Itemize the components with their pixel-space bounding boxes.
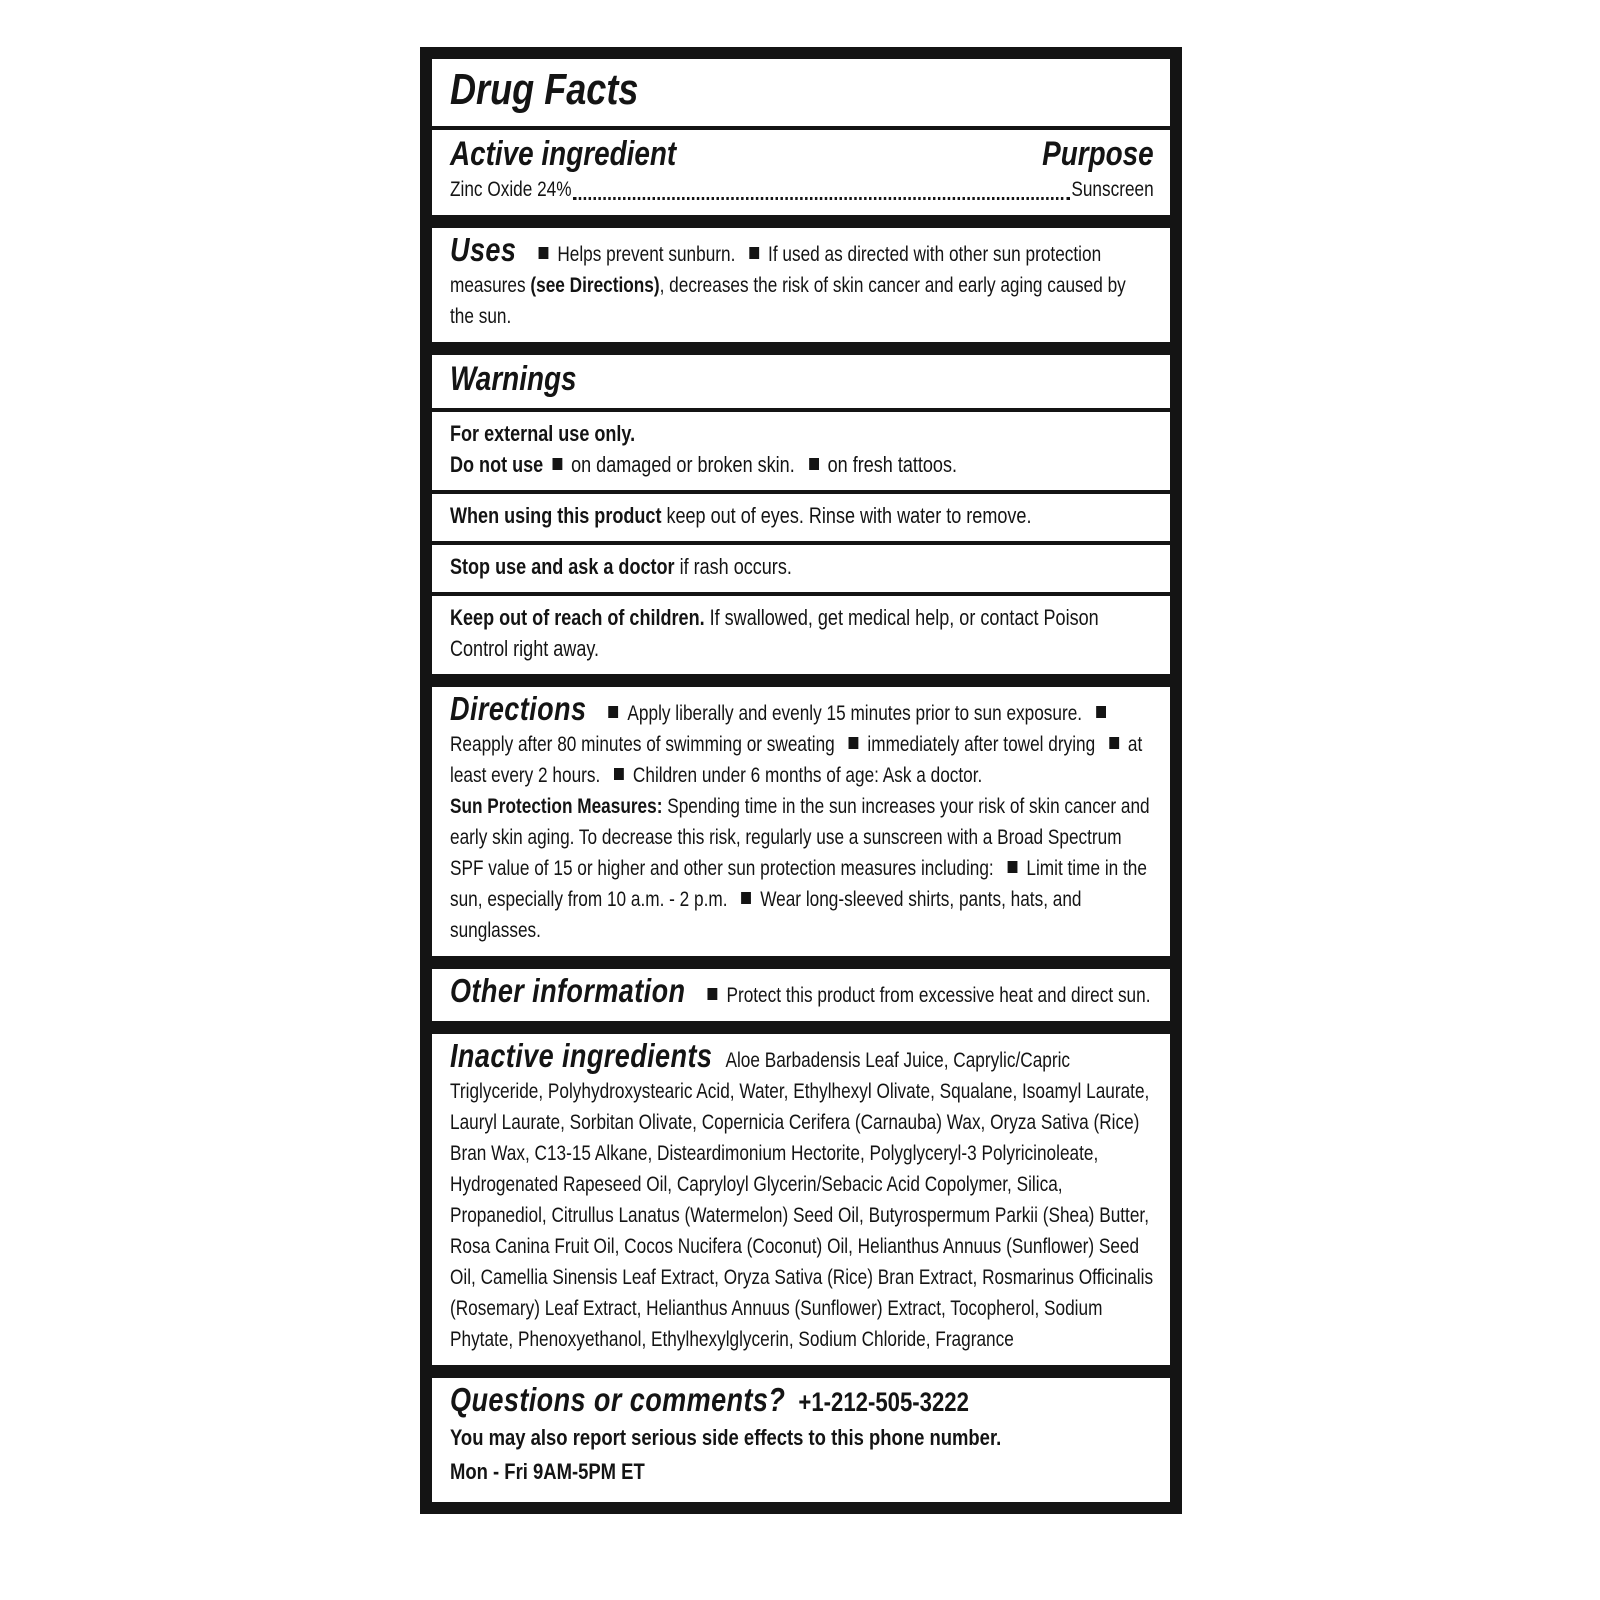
- bullet-square-icon: [1109, 737, 1119, 749]
- other-information-paragraph: [450, 972, 1154, 1011]
- bullet-square-icon: [741, 892, 751, 904]
- uses-content: [450, 230, 1154, 332]
- bullet-square-icon: [538, 247, 548, 259]
- warnings-keep-out-content: [450, 602, 1154, 664]
- questions-hours-line: Mon - Fri 9AM-5PM ET: [450, 1459, 645, 1485]
- warnings-external-use-content: [450, 418, 1154, 480]
- warnings-external-use-section: [432, 412, 1170, 490]
- warnings-header-section: [432, 355, 1170, 408]
- text-segment: Spending time in the sun increases your risk of skin cancer and early skin aging. To decrease this risk, regularly use a sunscreen with a Broad Spectrum SPF value of 15 or higher and other sun protection measures including:: [450, 795, 1150, 881]
- text-segment: Apply liberally and evenly 15 minutes prior to sun exposure.: [627, 702, 1087, 726]
- drug-facts-header-section: [432, 59, 1170, 126]
- keep-out-line: [450, 602, 1154, 664]
- bullet-square-icon: [609, 706, 619, 718]
- drug-facts-label: [420, 47, 1182, 1514]
- active-ingredient-row: [450, 175, 1154, 205]
- warnings-heading: Warnings: [450, 359, 577, 398]
- warnings-when-using-content: [450, 500, 1154, 531]
- questions-report-line: You may also report serious side effects to this phone number.: [450, 1425, 1002, 1451]
- inactive-ingredients-list: Aloe Barbadensis Leaf Juice, Caprylic/Capric Triglyceride, Polyhydroxystearic Acid, Water, Ethylhexyl Olivate, Squalane, Isoamyl Laurate, Lauryl Laurate, Sorbitan Olivate, Copernicia Cerifera (Carnauba) Wax, Oryza Sativa (Rice) Bran Wax, C13-15 Alkane, Disteardimonium Hectorite, Polyglyceryl-3 Polyricinoleate, Hydrogenated Rapeseed Oil, Capryloyl Glycerin/Sebacic Acid Copolymer, Silica, Propanediol, Citrullus Lanatus (Watermelon) Seed Oil, Butyrospermum Parkii (Shea) Butter, Rosa Canina Fruit Oil, Cocos Nucifera (Coconut) Oil, Helianthus Annuus (Sunflower) Seed Oil, Camellia Sinensis Leaf Extract, Oryza Sativa (Rice) Bran Extract, Rosmarinus Officinalis (Rosemary) Leaf Extract, Helianthus Annuus (Sunflower) Extract, Tocopherol, Sodium Phytate, Phenoxyethanol, Ethylhexylglycerin, Sodium Chloride, Fragrance: [450, 1049, 1154, 1352]
- inactive-ingredients-content: [450, 1037, 1154, 1355]
- bullet-square-icon: [809, 458, 819, 470]
- bullet-square-icon: [614, 768, 624, 780]
- questions-content: [450, 1381, 1154, 1488]
- text-segment: If swallowed, get medical help, or contact Poison Control right away.: [450, 605, 1099, 662]
- questions-phone-number: +1-212-505-3222: [798, 1387, 969, 1418]
- active-ingredient-section: [432, 130, 1170, 215]
- other-information-content: [450, 972, 1154, 1011]
- directions-section: [432, 687, 1170, 956]
- text-segment: keep out of eyes. Rinse with water to remove.: [661, 503, 1032, 529]
- warnings-stop-use-section: [432, 545, 1170, 592]
- questions-section: [432, 1378, 1170, 1502]
- other-information-text: [699, 984, 1151, 1007]
- text-segment: Protect this product from excessive heat and direct sun.: [726, 984, 1151, 1008]
- bullet-square-icon: [552, 458, 562, 470]
- inactive-ingredients-paragraph: [450, 1037, 1154, 1355]
- warnings-keep-out-section: [432, 596, 1170, 674]
- text-segment: Keep out of reach of children.: [450, 605, 705, 631]
- text-segment: immediately after towel drying: [867, 733, 1100, 757]
- text-segment: Children under 6 months of age: Ask a doctor.: [632, 764, 983, 788]
- directions-text: [450, 702, 1150, 942]
- active-ingredient-name: Zinc Oxide 24%: [450, 177, 572, 201]
- bullet-square-icon: [708, 988, 718, 1000]
- warnings-stop-use-content: [450, 551, 1154, 582]
- dot-leader: [573, 197, 1070, 200]
- bullet-square-icon: [849, 737, 859, 749]
- bullet-square-icon: [1008, 861, 1018, 873]
- text-segment: on damaged or broken skin.: [571, 452, 800, 478]
- uses-text: [450, 243, 1126, 328]
- inactive-ingredients-section: [432, 1034, 1170, 1365]
- directions-content: [450, 690, 1154, 946]
- uses-heading: Uses: [450, 230, 517, 268]
- when-using-line: [450, 500, 1154, 531]
- active-ingredient-purpose: Sunscreen: [1071, 177, 1154, 201]
- text-segment: , decreases the risk of skin cancer and early aging caused by the sun.: [450, 273, 1126, 328]
- text-segment: Helps prevent sunburn.: [557, 242, 741, 266]
- active-ingredient-head-row: [450, 136, 1154, 173]
- text-segment: if rash occurs.: [674, 554, 792, 580]
- text-segment: on fresh tattoos.: [827, 452, 957, 478]
- directions-heading: Directions: [450, 690, 587, 728]
- other-information-section: [432, 969, 1170, 1021]
- text-segment: If used as directed with other sun protection measures: [450, 242, 1102, 297]
- warnings-header-content: [450, 361, 1154, 398]
- text-segment: Reapply after 80 minutes of swimming or sweating: [450, 733, 840, 757]
- text-segment: Limit time in the sun, especially from 10 a.m. - 2 p.m.: [450, 857, 1147, 912]
- active-ingredient-heading: Active ingredient: [450, 134, 677, 173]
- questions-heading-line: [450, 1381, 1154, 1420]
- do-not-use-line: [450, 449, 1154, 480]
- inactive-ingredients-heading: Inactive ingredients: [450, 1037, 713, 1075]
- stop-use-line: [450, 551, 1154, 582]
- drug-facts-title: Drug Facts: [450, 65, 639, 114]
- bullet-square-icon: [749, 247, 759, 259]
- external-use-line: For external use only.: [450, 421, 636, 447]
- drug-facts-header-content: [450, 65, 1154, 116]
- other-information-heading: Other information: [450, 972, 686, 1010]
- text-segment: Do not use: [450, 452, 544, 478]
- directions-paragraph: [450, 690, 1154, 946]
- text-segment: at least every 2 hours.: [450, 733, 1143, 788]
- bullet-square-icon: [1096, 706, 1106, 718]
- text-segment: (see Directions): [530, 273, 660, 297]
- warnings-when-using-section: [432, 494, 1170, 541]
- uses-paragraph: [450, 230, 1154, 332]
- questions-heading: Questions or comments?: [450, 1381, 786, 1419]
- text-segment: When using this product: [450, 503, 662, 529]
- text-segment: Stop use and ask a doctor: [450, 554, 675, 580]
- text-segment: Wear long-sleeved shirts, pants, hats, and sunglasses.: [450, 888, 1082, 943]
- uses-section: [432, 228, 1170, 342]
- text-segment: Sun Protection Measures:: [450, 795, 663, 819]
- active-ingredient-content: [450, 136, 1154, 205]
- purpose-heading: Purpose: [1042, 134, 1154, 173]
